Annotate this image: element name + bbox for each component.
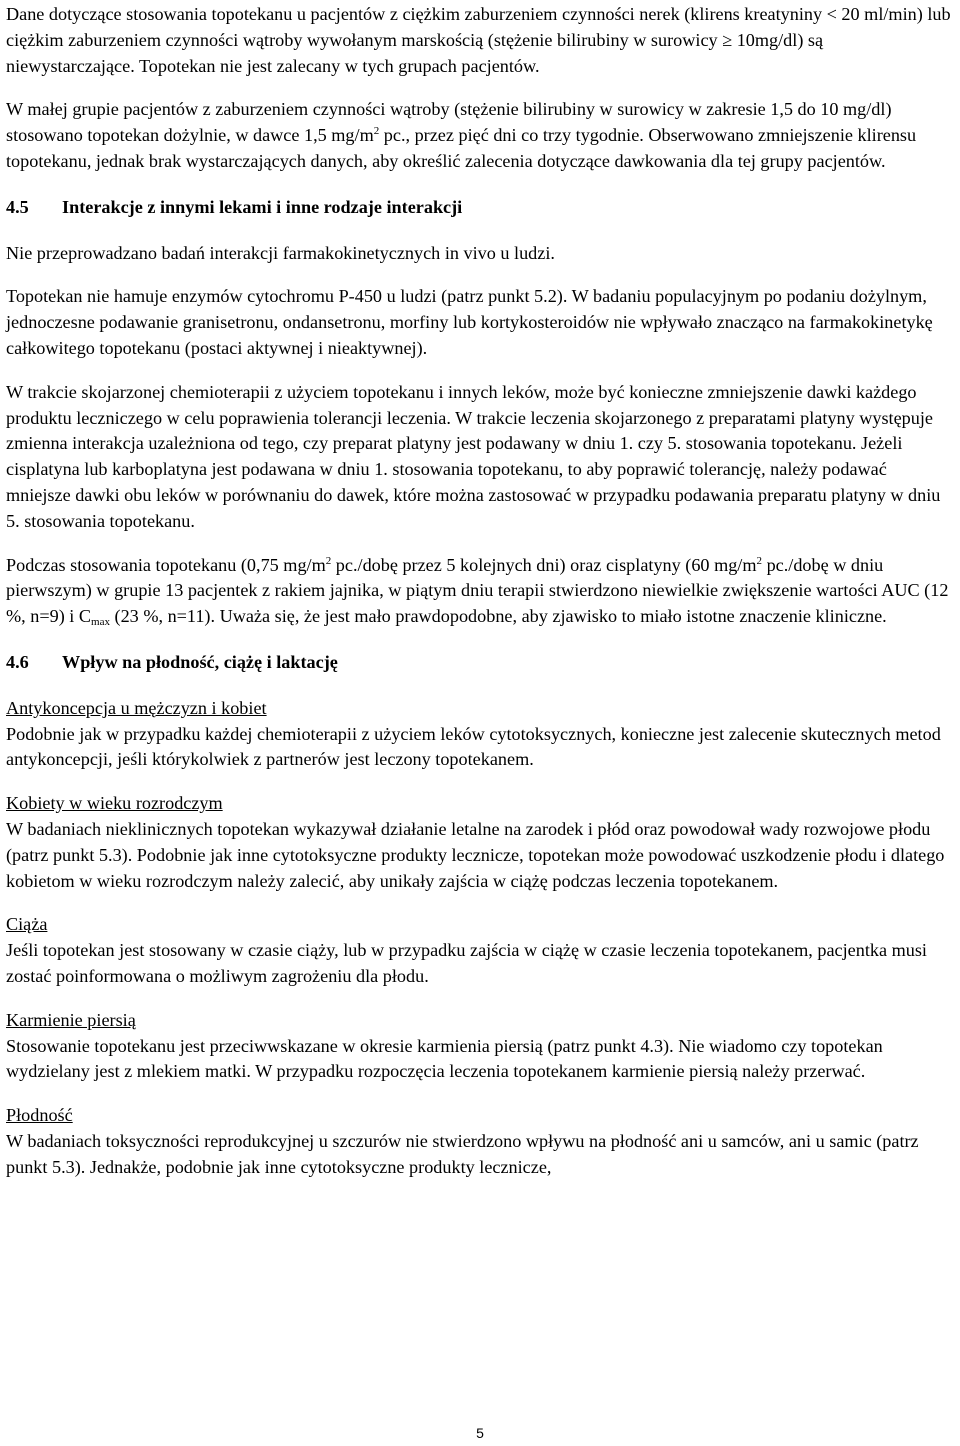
subsection-contraception	[6, 696, 954, 773]
superscript: 2	[325, 554, 332, 567]
subsection-text: Stosowanie topotekanu jest przeciwwskazane w okresie karmienia piersią (patrz punkt 4.3). Nie wiadomo czy topotekan wydzielany jest z mlekiem matki. W przypadku rozpoczęcia leczenia topotekanem karmienie piersią należy przerwać.	[6, 1035, 883, 1082]
subsection-heading: Kobiety w wieku rozrodczym	[6, 793, 223, 814]
text-segment: (23 %, n=11). Uważa się, że jest mało prawdopodobne, aby zjawisko to miało istotne znaczenie kliniczne.	[109, 606, 887, 627]
text-segment: pc./dobę w dniu pierwszym) w grupie 13 pacjentek z rakiem jajnika, w piątym dniu terapii stwierdzono niewielkie zwiększenie wartości AUC (12 %, n=9) i C	[6, 554, 949, 627]
paragraph-cisplatin-study	[6, 553, 954, 630]
text-segment: W małej grupie pacjentów z zaburzeniem czynności wątroby (stężenie bilirubiny w surowicy w zakresie 1,5 do 10 mg/dl) stosowano topotekan dożylnie, w dawce 1,5 mg/m	[6, 99, 892, 146]
document-page	[6, 2, 954, 1180]
section-heading-4-6	[6, 650, 954, 676]
subsection-heading: Antykoncepcja u mężczyzn i kobiet	[6, 697, 267, 718]
text-segment: Podczas stosowania topotekanu (0,75 mg/m	[6, 554, 326, 575]
paragraph-hepatic-group	[6, 97, 954, 174]
subsection-text: W badaniach nieklinicznych topotekan wykazywał działanie letalne na zarodek i płód oraz powodował wady rozwojowe płodu (patrz punkt 5.3). Podobnie jak inne cytotoksyczne produkty lecznicze, topotekan może powodować uszkodzenie płodu i dlatego kobietom w wieku rozrodczym należy zalecić, aby unikały zajścia w ciążę podczas leczenia topotekanem.	[6, 818, 945, 891]
subscript: max	[91, 616, 110, 629]
page-number: 5	[476, 1425, 484, 1441]
subsection-pregnancy	[6, 912, 954, 989]
section-title: Wpływ na płodność, ciążę i laktację	[62, 651, 338, 672]
section-number: 4.6	[6, 651, 29, 672]
subsection-breastfeeding	[6, 1008, 954, 1085]
subsection-heading: Płodność	[6, 1105, 73, 1126]
subsection-text: Podobnie jak w przypadku każdej chemioterapii z użyciem leków cytotoksycznych, konieczne jest zalecenie skutecznych metod antykoncepcji, jeśli którykolwiek z partnerów jest leczony topotekanem.	[6, 723, 941, 770]
section-heading-4-5	[6, 195, 954, 221]
section-number: 4.5	[6, 196, 29, 217]
superscript: 2	[373, 125, 380, 138]
subsection-heading: Ciąża	[6, 914, 48, 935]
section-title: Interakcje z innymi lekami i inne rodzaje interakcji	[62, 196, 463, 217]
superscript: 2	[756, 554, 763, 567]
subsection-text: W badaniach toksyczności reprodukcyjnej u szczurów nie stwierdzono wpływu na płodność ani u samców, ani u samic (patrz punkt 5.3). Jednakże, podobnie jak inne cytotoksyczne produkty lecznicze,	[6, 1130, 919, 1177]
text-segment: pc., przez pięć dni co trzy tygodnie. Obserwowano zmniejszenie klirensu topotekanu, jednak brak wystarczających danych, aby określić zalecenia dotyczące dawkowania dla tej grupy pacjentów.	[6, 125, 917, 171]
subsection-childbearing-age	[6, 791, 954, 894]
subsection-text: Jeśli topotekan jest stosowany w czasie ciąży, lub w przypadku zajścia w ciążę w czasie leczenia topotekanem, pacjentka musi zostać poinformowana o możliwym zagrożeniu dla płodu.	[6, 940, 927, 986]
paragraph-no-interaction-studies: Nie przeprowadzano badań interakcji farmakokinetycznych in vivo u ludzi.	[6, 242, 555, 263]
paragraph-renal-hepatic: Dane dotyczące stosowania topotekanu u pacjentów z ciężkim zaburzeniem czynności nerek (klirens kreatyniny < 20 ml/min) lub ciężkim zaburzeniem czynności wątroby wywołanym marskością (stężenie bilirubiny w surowicy ≥ 10mg/dl) są niewystarczające. Topotekan nie jest zalecany w tych grupach pacjentów.	[6, 4, 951, 76]
paragraph-cytochrome: Topotekan nie hamuje enzymów cytochromu P-450 u ludzi (patrz punkt 5.2). W badaniu populacyjnym po podaniu dożylnym, jednoczesne podawanie granisetronu, ondansetronu, morfiny lub kortykosteroidów nie wpływało znacząco na farmakokinetykę całkowitego topotekanu (postaci aktywnej i nieaktywnej).	[6, 286, 933, 358]
subsection-heading: Karmienie piersią	[6, 1009, 136, 1030]
paragraph-combination-chemotherapy: W trakcie skojarzonej chemioterapii z użyciem topotekanu i innych leków, może być konieczne zmniejszenie dawki każdego produktu leczniczego w celu poprawienia tolerancji leczenia. W trakcie leczenia skojarzonego z preparatami platyny występuje zmienna interakcja uzależniona od tego, czy preparat platyny jest podawany w dniu 1. czy 5. stosowania topotekanu. Jeżeli cisplatyna lub karboplatyna jest podawana w dniu 1. stosowania topotekanu, to aby poprawić tolerancję, należy podawać mniejsze dawki obu leków w porównaniu do dawek, które można zastosować w przypadku podawania preparatu platyny w dniu 5. stosowania topotekanu.	[6, 381, 941, 531]
text-segment: pc./dobę przez 5 kolejnych dni) oraz cisplatyny (60 mg/m	[331, 554, 757, 575]
subsection-fertility	[6, 1103, 954, 1180]
